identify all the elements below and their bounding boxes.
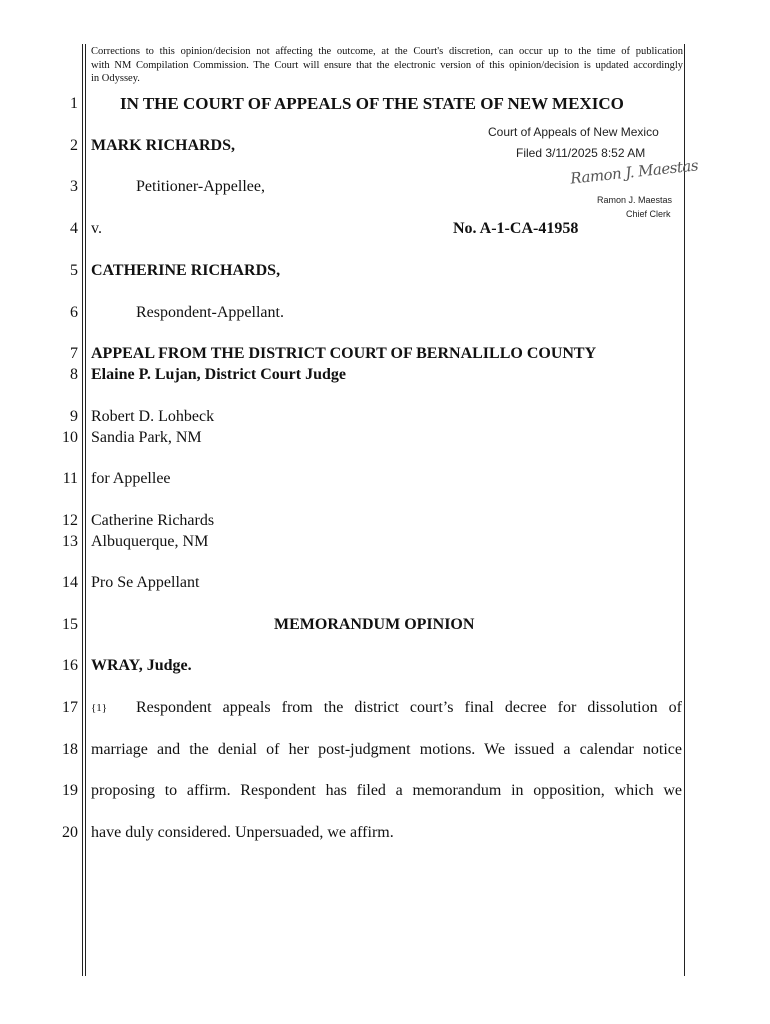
appeal-from: APPEAL FROM THE DISTRICT COURT OF BERNALILLO COUNTY (91, 345, 597, 362)
appellant-label: Pro Se Appellant (91, 574, 200, 591)
filing-stamp-date: Filed 3/11/2025 8:52 AM (516, 146, 646, 160)
trial-judge: Elaine P. Lujan, District Court Judge (91, 366, 346, 383)
clerk-title: Chief Clerk (626, 209, 671, 219)
line-number: 7 (70, 345, 78, 362)
notice-line-1: Corrections to this opinion/decision not affecting the outcome, at the Court's discretion, can occur up to the time of publication (91, 46, 683, 57)
opinion-line-20: have duly considered. Unpersuaded, we affirm. (91, 824, 394, 841)
left-margin-rule-inner (85, 44, 86, 976)
opinion-heading: MEMORANDUM OPINION (274, 616, 475, 633)
line-number: 8 (70, 366, 78, 383)
appellant-city: Albuquerque, NM (91, 533, 209, 550)
line-number: 4 (70, 220, 78, 237)
line-number: 15 (62, 616, 78, 633)
line-number: 3 (70, 178, 78, 195)
petitioner-role: Petitioner-Appellee, (136, 178, 265, 195)
line-number: 5 (70, 262, 78, 279)
opinion-line-19: proposing to affirm. Respondent has filed a memorandum in opposition, which we (91, 782, 682, 799)
opinion-author: WRAY, Judge. (91, 657, 192, 674)
right-margin-rule (684, 44, 685, 976)
appellee-counsel-city: Sandia Park, NM (91, 429, 202, 446)
line-number: 13 (62, 533, 78, 550)
line-number: 20 (62, 824, 78, 841)
notice-line-3: in Odyssey. (91, 73, 140, 84)
opinion-line-18: marriage and the denial of her post-judgment motions. We issued a calendar notice (91, 741, 682, 758)
line-number: 9 (70, 408, 78, 425)
line-number: 14 (62, 574, 78, 591)
line-number: 16 (62, 657, 78, 674)
appellant-name: Catherine Richards (91, 512, 215, 529)
paragraph-marker: {1} (91, 702, 108, 714)
filing-stamp-court: Court of Appeals of New Mexico (488, 125, 659, 139)
case-number: No. A-1-CA-41958 (453, 220, 579, 237)
opinion-line-17: Respondent appeals from the district court’s final decree for dissolution of (136, 699, 682, 716)
line-number: 12 (62, 512, 78, 529)
line-number: 1 (70, 95, 78, 112)
line-number: 19 (62, 782, 78, 799)
petitioner-name: MARK RICHARDS, (91, 137, 235, 154)
notice-line-2: with NM Compilation Commission. The Court will ensure that the electronic version of this opinion/decision is updated accordingly (91, 59, 683, 71)
corrections-notice (91, 45, 683, 86)
versus: v. (91, 220, 102, 237)
clerk-name: Ramon J. Maestas (597, 195, 673, 205)
respondent-role: Respondent-Appellant. (136, 304, 284, 321)
line-number: 11 (62, 470, 78, 487)
line-number: 2 (70, 137, 78, 154)
appellee-label: for Appellee (91, 470, 171, 487)
respondent-name: CATHERINE RICHARDS, (91, 262, 281, 279)
clerk-signature: Ramon J. Maestas (569, 156, 699, 188)
court-title: IN THE COURT OF APPEALS OF THE STATE OF NEW MEXICO (120, 94, 624, 113)
appellee-counsel-name: Robert D. Lohbeck (91, 408, 215, 425)
line-number: 17 (62, 699, 78, 716)
line-number: 6 (70, 304, 78, 321)
line-number: 18 (62, 741, 78, 758)
left-margin-rule-outer (82, 44, 83, 976)
line-number: 10 (62, 429, 78, 446)
